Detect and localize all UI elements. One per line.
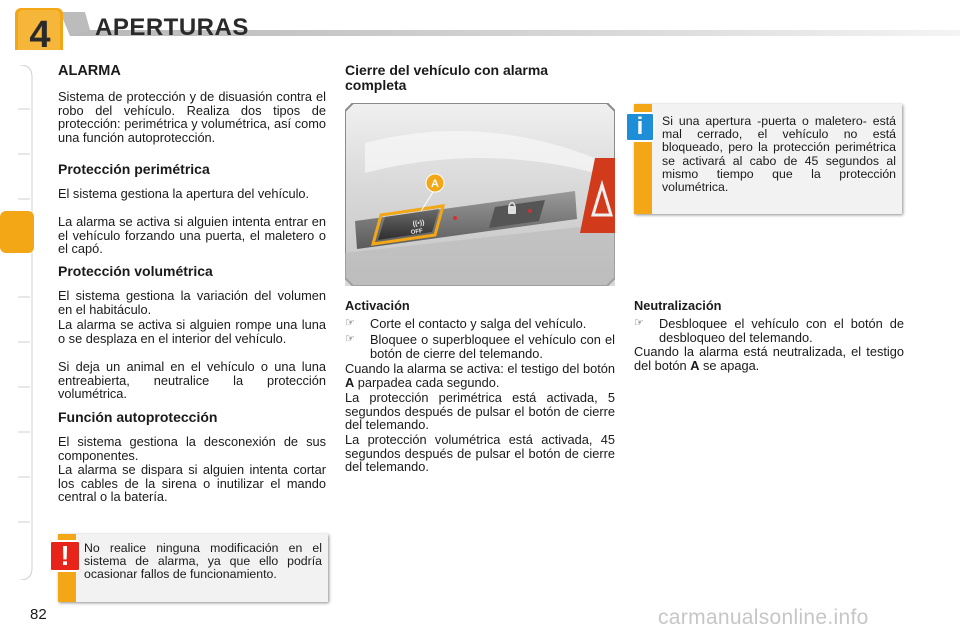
info-note-text: Si una apertura -puerta o maletero- está mal cerrado, el vehículo no está bloqueado, pero la protección perimétrica se activará al cabo de 45 segundos al mismo tiempo que la protección volumétrica. [662, 114, 896, 195]
activacion-p3: La protección volumétrica está activada, 45 segundos después de pulsar el botón de cierre del telemando. [345, 432, 615, 474]
warning-note [58, 534, 328, 602]
bullet-hand-icon: ☞ [345, 317, 355, 329]
volumetrica-p3: Si deja un animal en el vehículo o una luna entreabierta, neutralice la protección volumétrica. [58, 359, 326, 401]
heading-activacion: Activación [345, 298, 410, 313]
svg-text:A: A [431, 178, 439, 190]
chapter-side-tabs [0, 65, 36, 580]
activacion-bullet-2: ☞ Bloquee o superbloquee el vehículo con el botón de cierre del telemando. [345, 332, 615, 361]
alarma-intro: Sistema de protección y de disuasión contra el robo del vehículo. Realiza dos tipos de protección: perimétrica y volumétrica, así como una función autoprotección. [58, 89, 326, 145]
alarm-button-photo [345, 103, 615, 286]
activacion-bullet-1: ☞ Corte el contacto y salga del vehículo. [345, 316, 587, 331]
active-chapter-tab [0, 211, 34, 253]
bullet-hand-icon: ☞ [345, 333, 355, 345]
activacion-p2: La protección perimétrica está activada, 5 segundos después de pulsar el botón de cierre del telemando. [345, 390, 615, 432]
watermark: carmanualsonline.info [658, 606, 869, 629]
svg-text:((•)): ((•)) [412, 219, 425, 228]
info-note [634, 104, 902, 214]
heading-autoproteccion: Función autoprotección [58, 409, 218, 425]
page-title: APERTURAS [95, 14, 249, 41]
perimetrica-p1: El sistema gestiona la apertura del vehículo. [58, 186, 310, 201]
bullet-hand-icon: ☞ [634, 317, 644, 329]
page-number: 82 [30, 606, 47, 623]
autoproteccion-p2: La alarma se dispara si alguien intenta cortar los cables de la sirena o inutilizar el mando central o la batería. [58, 462, 326, 504]
alarm-button-off-label: OFF [410, 228, 424, 236]
perimetrica-p2: La alarma se activa si alguien intenta entrar en el vehículo forzando una puerta, el maletero o el capó. [58, 214, 326, 256]
heading-neutralizacion: Neutralización [634, 298, 722, 313]
heading-perimetrica: Protección perimétrica [58, 161, 210, 177]
heading-volumetrica: Protección volumétrica [58, 263, 213, 279]
volumetrica-p1: El sistema gestiona la variación del volumen en el habitáculo. [58, 288, 326, 317]
heading-cierre-line2: completa [345, 77, 407, 93]
warning-note-text: No realice ninguna modificación en el sistema de alarma, ya que ello podría ocasionar fallos de funcionamiento. [84, 541, 322, 582]
volumetrica-p2: La alarma se activa si alguien rompe una luna o se desplaza en el interior del vehículo. [58, 317, 326, 346]
heading-cierre-line1: Cierre del vehículo con alarma [345, 62, 549, 78]
heading-cierre [345, 63, 548, 93]
chapter-number: 4 [29, 14, 51, 56]
info-icon: i [625, 112, 655, 142]
warning-icon: ! [49, 540, 81, 572]
autoproteccion-p1: El sistema gestiona la desconexión de sus componentes. [58, 434, 326, 463]
neutralizacion-p1: Cuando la alarma está neutralizada, el testigo del botón A se apaga. [634, 344, 904, 373]
heading-alarma: ALARMA [58, 63, 121, 79]
neutralizacion-bullet-1: ☞ Desbloquee el vehículo con el botón de desbloqueo del telemando. [634, 316, 904, 345]
activacion-p1: Cuando la alarma se activa: el testigo del botón A parpadea cada segundo. [345, 361, 615, 390]
